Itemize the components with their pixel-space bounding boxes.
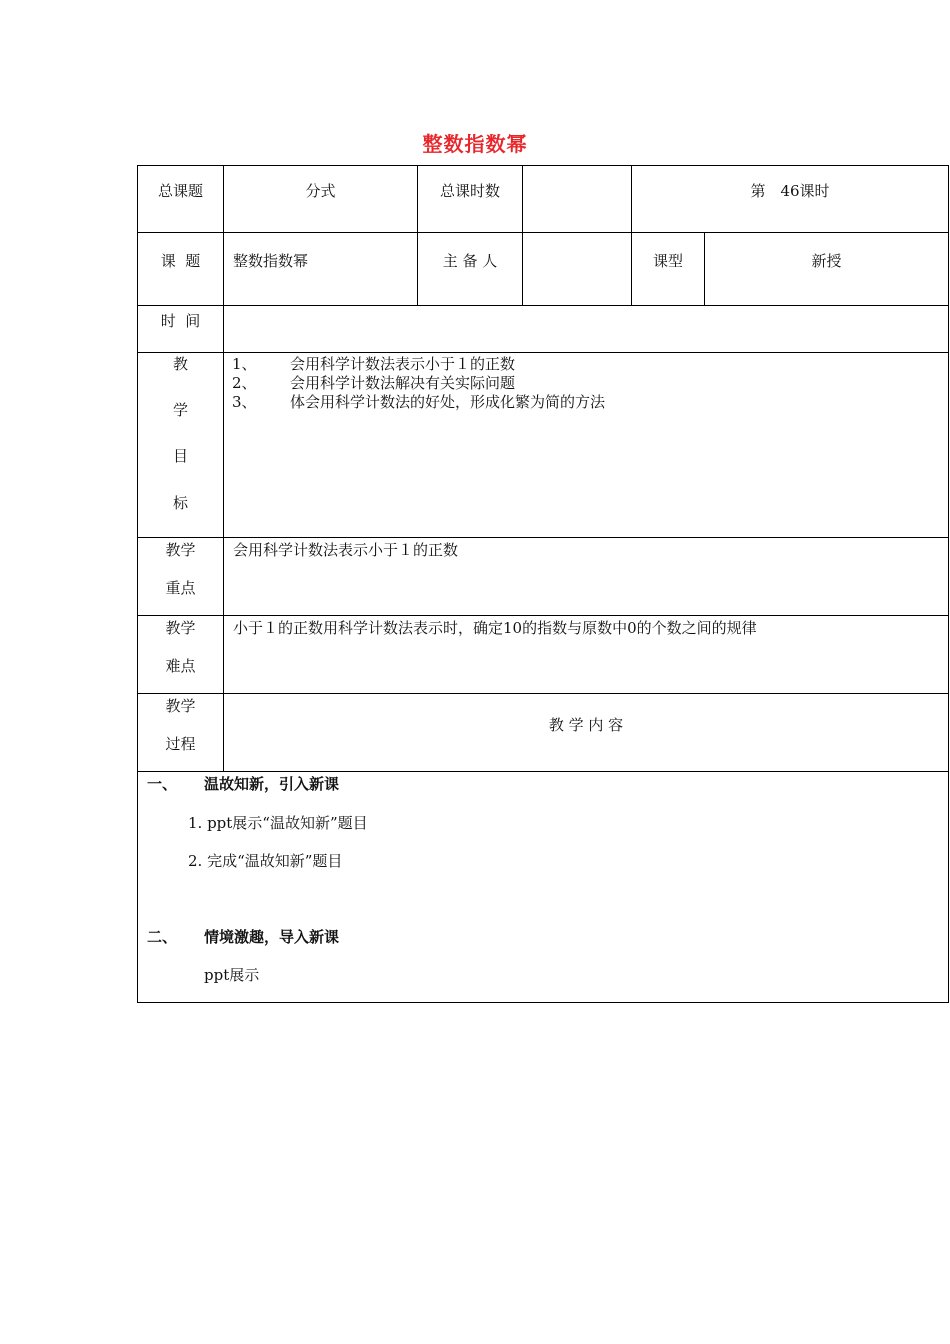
key-points-text: 会用科学计数法表示小于１的正数 bbox=[233, 541, 459, 559]
section-item: ppt展示 bbox=[204, 966, 260, 984]
section-number: 一、 bbox=[147, 775, 178, 793]
col-divider bbox=[522, 165, 523, 306]
time-label: 时 间 bbox=[160, 312, 201, 330]
topic-value: 整数指数幂 bbox=[233, 252, 309, 270]
row-divider bbox=[137, 615, 949, 616]
difficulties-label: 教学 bbox=[165, 619, 196, 637]
goal-text: 体会用科学计数法的好处，形成化繁为简的方法 bbox=[290, 393, 606, 411]
goals-label-char: 学 bbox=[172, 401, 188, 419]
goals-label-char: 目 bbox=[172, 447, 188, 465]
row-divider bbox=[137, 352, 949, 353]
topic-label: 课 题 bbox=[160, 252, 201, 270]
col-divider bbox=[223, 165, 224, 772]
preparer-label: 主 备 人 bbox=[442, 252, 498, 270]
goal-text: 会用科学计数法表示小于１的正数 bbox=[290, 355, 516, 373]
section-heading: 情境激趣，导入新课 bbox=[204, 928, 340, 946]
process-label: 教学 bbox=[165, 697, 196, 715]
total-topic-value: 分式 bbox=[305, 182, 336, 200]
key-points-label: 教学 bbox=[165, 541, 196, 559]
total-hours-label: 总课时数 bbox=[439, 182, 500, 200]
goal-number: 1、 bbox=[232, 355, 257, 373]
table-border-right bbox=[948, 165, 949, 1003]
goal-number: 3、 bbox=[232, 393, 257, 411]
key-points-label: 重点 bbox=[165, 579, 196, 597]
row-divider bbox=[137, 693, 949, 694]
goals-label-char: 标 bbox=[172, 494, 188, 512]
row-divider bbox=[137, 771, 949, 772]
lesson-number: 第 46课时 bbox=[750, 182, 830, 200]
goal-text: 会用科学计数法解决有关实际问题 bbox=[290, 374, 516, 392]
lesson-type-label: 课型 bbox=[652, 252, 683, 270]
content-header: 教 学 内 容 bbox=[548, 716, 624, 734]
section-number: 二、 bbox=[147, 928, 178, 946]
page-title: 整数指数幂 bbox=[422, 132, 528, 156]
process-label: 过程 bbox=[165, 735, 196, 753]
row-divider bbox=[137, 232, 949, 233]
section-item: 2. 完成“温故知新”题目 bbox=[188, 852, 343, 870]
goal-number: 2、 bbox=[232, 374, 257, 392]
total-topic-label: 总课题 bbox=[157, 182, 203, 200]
goals-label-char: 教 bbox=[172, 355, 188, 373]
row-divider bbox=[137, 305, 949, 306]
difficulties-label: 难点 bbox=[165, 657, 196, 675]
difficulties-text: 小于１的正数用科学计数法表示时，确定10的指数与原数中0的个数之间的规律 bbox=[233, 619, 757, 637]
row-divider bbox=[137, 537, 949, 538]
section-heading: 温故知新，引入新课 bbox=[204, 775, 340, 793]
table-border-bottom bbox=[137, 1002, 949, 1003]
lesson-type-value: 新授 bbox=[811, 252, 842, 270]
section-item: 1. ppt展示“温故知新”题目 bbox=[188, 814, 368, 832]
table-border-top bbox=[137, 165, 949, 166]
